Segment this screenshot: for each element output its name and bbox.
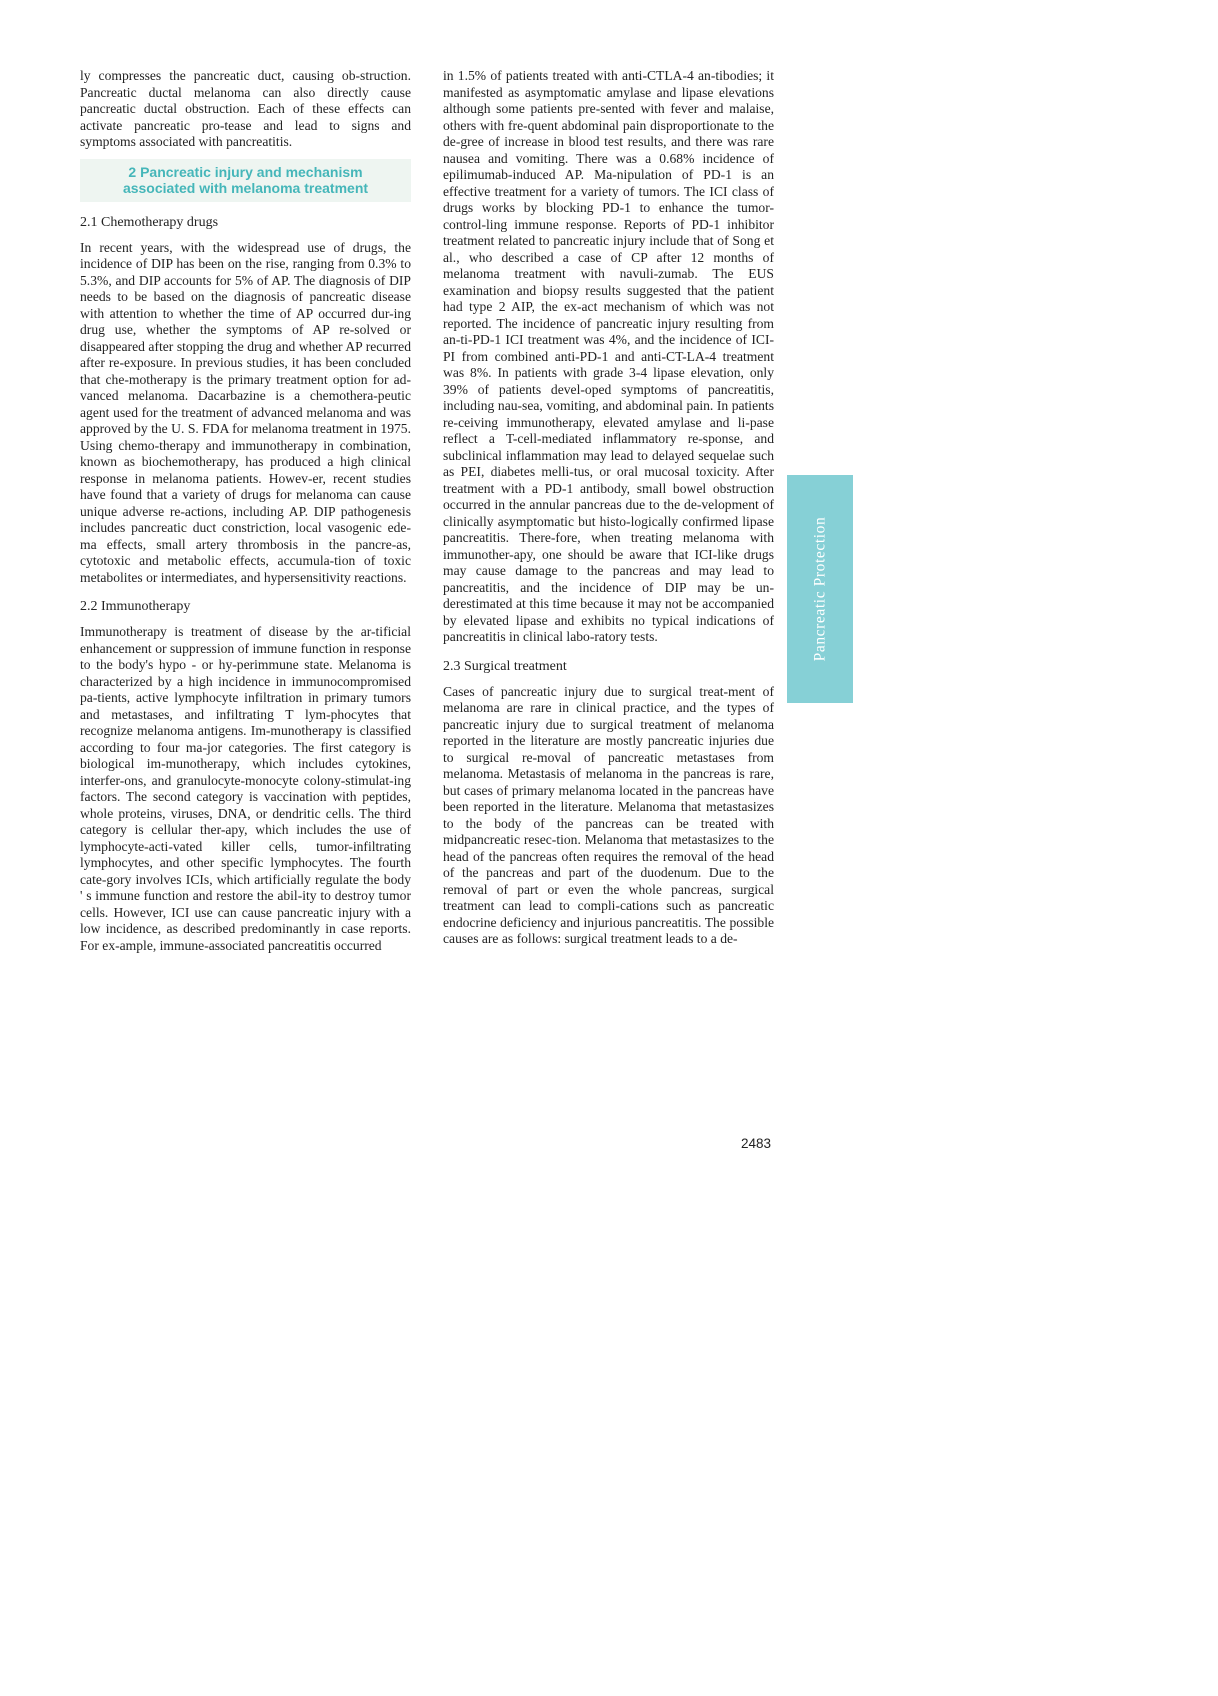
page-number: 2483 bbox=[741, 1136, 772, 1151]
chemotherapy-paragraph: In recent years, with the widespread use of drugs, the incidence of DIP has been on the rise, ranging from 0.3% to 5.3%, and DIP accounts for 5% of AP. The diagnosis of DIP needs to be based on the diagnosis of pancreatic disease with attention to whether the time of AP occurred dur-ing drug use, whether the symptoms of AP re-solved or disappeared after stopping the drug and whether AP recurred after re-exposure. In previous studies, it has been concluded that che-motherapy is the primary treatment option for ad-vanced melanoma. Dacarbazine is a chemothera-peutic agent used for the treatment of advanced melanoma and was approved by the U. S. FDA for melanoma treatment in 1975. Using chemo-therapy and immunotherapy in combination, known as biochemotherapy, has produced a high clinical response in melanoma patients. Howev-er, recent studies have found that a variety of drugs for melanoma can cause unique adverse re-actions, including AP. DIP pathogenesis includes pancreatic duct constriction, local vasogenic ede-ma effects, small artery thrombosis in the pancre-as, cytotoxic and metabolic effects, accumula-tion of toxic metabolites or intermediates, and hypersensitivity reactions. bbox=[80, 239, 411, 585]
immunotherapy-paragraph: Immunotherapy is treatment of disease by the ar-tificial enhancement or suppression of immune function in response to the body's hypo - or hy-perimmune state. Melanoma is characterized by a high incidence in immunocompromised pa-tients, active lymphocyte infiltration in primary tumors and metastases, and infiltrating T lym-phocytes that recognize melanoma antigens. Im-munotherapy is classified according to four ma-jor categories. The first category is biological im-munotherapy, which includes cytokines, interfer-ons, and granulocyte-monocyte colony-stimulat-ing factors. The second category is vaccination with peptides, whole proteins, viruses, DNA, or dendritic cells. The third category is cellular ther-apy, which includes the use of lymphocyte-acti-vated killer cells, tumor-infiltrating lymphocytes, and other specific lymphocytes. The fourth cate-gory involves ICIs, which artificially regulate the body ' s immune function and restore the abil-ity to destroy tumor cells. However, ICI use can cause pancreatic injury with a low incidence, as described predominantly in case reports. For ex-ample, immune-associated pancreatitis occurred bbox=[80, 624, 411, 953]
intro-paragraph: ly compresses the pancreatic duct, causing ob-struction. Pancreatic ductal melanoma can also directly cause pancreatic ductal obstruction. Each of these effects can activate pancreatic pro-tease and lead to signs and symptoms associated with pancreatitis. bbox=[80, 68, 411, 149]
left-column bbox=[80, 68, 411, 954]
subsection-heading-2-2: 2.2 Immunotherapy bbox=[80, 599, 191, 614]
side-tab-label: Pancreatic Protection bbox=[811, 516, 829, 662]
immunotherapy-continued-paragraph: in 1.5% of patients treated with anti-CTLA-4 an-tibodies; it manifested as asymptomatic amylase and lipase elevations although some patients pre-sented with fever and malaise, others with fre-quent abdominal pain disproportionate to the de-gree of increase in blood test results, and there was rare nausea and vomiting. There was a 0.68% incidence of epilimumab-induced AP. Ma-nipulation of PD-1 is an effective treatment for a variety of tumors. The ICI class of drugs works by blocking PD-1 to enhance the tumor-control-ling immune response. Reports of PD-1 inhibitor treatment related to pancreatic injury include that of Song et al., who described a case of CP after 12 months of melanoma treatment with navuli-zumab. The EUS examination and biopsy results suggested that the patient had type 2 AIP, the ex-act mechanism of which was not reported. The incidence of pancreatic injury resulting from an-ti-PD-1 ICI treatment was 4%, and the incidence of ICI-PI from combined anti-PD-1 and anti-CT-LA-4 treatment was 8%. In patients with grade 3-4 lipase elevation, only 39% of patients devel-oped symptoms of pancreatitis, including nau-sea, vomiting, and abdominal pain. In patients re-ceiving immunotherapy, elevated amylase and li-pase reflect a T-cell-mediated inflammatory re-sponse, and subclinical inflammation may lead to delayed sequelae such as PEI, diabetes melli-tus, or oral mucosal toxicity. After treatment with a PD-1 antibody, small bowel obstruction occurred in the annular pancreas due to the de-velopment of clinically asymptomatic but histo-logically confirmed lipase pancreatitis. There-fore, when treating melanoma with immunother-apy, one should be aware that ICI-like drugs may cause damage to the pancreas and may lead to pancreatitis, and the incidence of DIP may be un-derestimated at this time because it may not be accompanied by elevated lipase and exhibits no typical indications of pancreatitis in clinical labo-ratory tests. bbox=[443, 68, 774, 644]
side-section-tab bbox=[787, 475, 853, 703]
surgical-treatment-paragraph: Cases of pancreatic injury due to surgical treat-ment of melanoma are rare in clinical practice, and the types of pancreatic injury due to surgical treatment of melanoma reported in the literature are mostly pancreatic injuries due to surgical re-moval of pancreatic metastases from melanoma. Metastasis of melanoma in the pancreas is rare, but cases of primary melanoma located in the pancreas have been reported in the literature. Melanoma that metastasizes to the body of the pancreas can be treated with midpancreatic resec-tion. Melanoma that metastasizes to the head of the pancreas often requires the removal of the head of the pancreas and part of the duodenum. Due to the removal of part or even the whole pancreas, surgical treatment can lead to compli-cations such as pancreatic endocrine deficiency and injurious pancreatitis. The possible causes are as follows: surgical treatment leads to a de- bbox=[443, 683, 774, 946]
section-heading bbox=[80, 159, 411, 202]
subsection-heading-2-1: 2.1 Chemotherapy drugs bbox=[80, 214, 219, 230]
right-column bbox=[443, 68, 774, 948]
section-heading-line-2: associated with melanoma treatment bbox=[122, 179, 369, 196]
section-heading-line-1: 2 Pancreatic injury and mechanism bbox=[128, 163, 363, 180]
subsection-heading-2-3: 2.3 Surgical treatment bbox=[443, 658, 567, 674]
